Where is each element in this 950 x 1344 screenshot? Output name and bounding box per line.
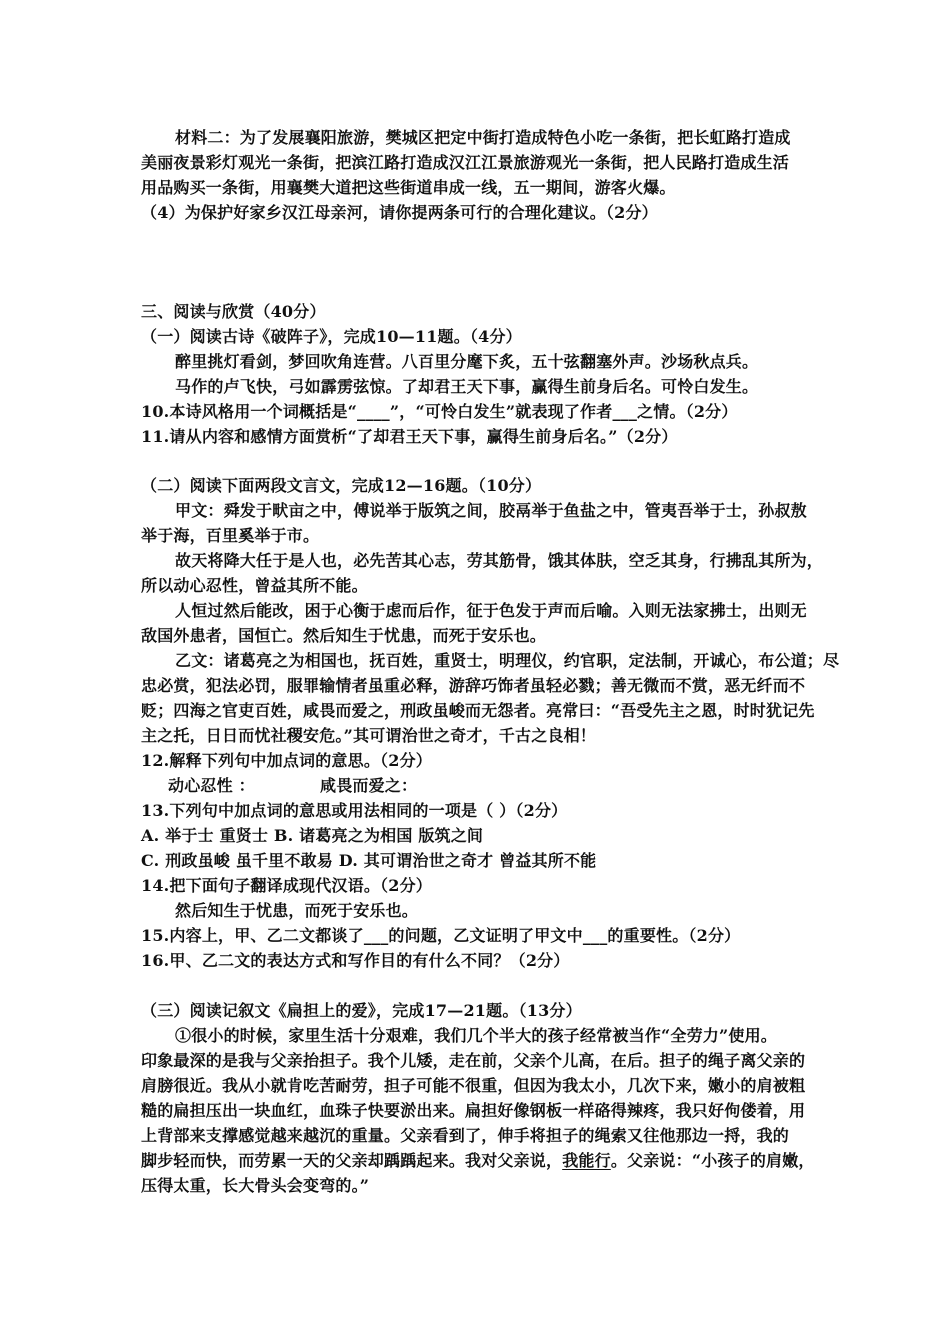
question-10: 10.本诗风格用一个词概括是“____”，“可怜白发生”就表现了作者___之情。（2分）: [141, 402, 738, 421]
yi-line-3: 贬；四海之官吏百姓，咸畏而爱之，刑政虽峻而无怨者。亮常曰：“吾受先主之恩，时时犹记先: [141, 701, 815, 720]
yi-line-4: 主之托，日日而忧社稷安危。”其可谓治世之奇才，千古之良相！: [141, 726, 597, 745]
yi-line-2: 忠必赏，犯法必罚，服罪输情者虽重必释，游辞巧饰者虽轻必戮；善无微而不赏，恶无纤而不: [141, 676, 806, 695]
story-line-2: 印象最深的是我与父亲抬担子。我个儿矮，走在前，父亲个儿高，在后。担子的绳子离父亲的: [141, 1051, 806, 1070]
jia-line-1: 甲文：舜发于畎亩之中，傅说举于版筑之间，胶鬲举于鱼盐之中，管夷吾举于士，孙叔敖: [175, 501, 807, 520]
section-3-title: 三、阅读与欣赏（40分）: [141, 302, 326, 321]
question-13: 13.下列句中加点词的意思或用法相同的一项是（ ）（2分）: [141, 801, 568, 820]
jia-line-6: 敌国外患者，国恒亡。然后知生于忧患，而死于安乐也。: [141, 626, 547, 645]
part-3-title: （三）阅读记叙文《扁担上的爱》，完成17—21题。（13分）: [141, 1001, 582, 1020]
question-12: 12.解释下列句中加点词的意思。（2分）: [141, 751, 432, 770]
question-14: 14.把下面句子翻译成现代汉语。（2分）: [141, 876, 432, 895]
story-line-1: ①很小的时候，家里生活十分艰难，我们几个半大的孩子经常被当作“全劳力”使用。: [175, 1026, 778, 1045]
question-12-item-a: 动心忍性 ：: [168, 776, 255, 795]
material2-line-3: 用品购买一条街，用襄樊大道把这些街道串成一线，五一期间，游客火爆。: [141, 178, 676, 197]
part-1-title: （一）阅读古诗《破阵子》，完成10—11题。（4分）: [141, 327, 522, 346]
question-16: 16.甲、乙二文的表达方式和写作目的有什么不同？（2分）: [141, 951, 570, 970]
question-14-sentence: 然后知生于忧患，而死于安乐也。: [175, 901, 419, 920]
story-line-5: 上背部来支撑感觉越来越沉的重量。父亲看到了，伸手将担子的绳索又往他那边一捋，我的: [141, 1126, 790, 1145]
material2-line-1: 材料二：为了发展襄阳旅游，樊城区把定中街打造成特色小吃一条街，把长虹路打造成: [175, 128, 791, 147]
underlined-phrase: 我能行: [562, 1151, 611, 1170]
yi-line-1: 乙文：诸葛亮之为相国也，抚百姓，重贤士，明理仪，约官职，定法制，开诚心，布公道；尽: [175, 651, 840, 670]
jia-line-4: 所以动心忍性，曾益其所不能。: [141, 576, 368, 595]
jia-line-3: 故天将降大任于是人也，必先苦其心志，劳其筋骨，饿其体肤，空乏其身，行拂乱其所为，: [175, 551, 824, 570]
story-line-6-end: 。父亲说：“小孩子的肩嫩，: [610, 1151, 815, 1170]
jia-line-5: 人恒过然后能改，困于心衡于虑而后作，征于色发于声而后喻。入则无法家拂士，出则无: [175, 601, 807, 620]
story-line-4: 糙的扁担压出一块血红，血珠子快要淤出来。扁担好像钢板一样硌得辣疼，我只好佝偻着，用: [141, 1101, 806, 1120]
jia-line-2: 举于海，百里奚举于市。: [141, 526, 320, 545]
question-11: 11.请从内容和感情方面赏析“了却君王天下事，赢得生前身后名。”（2分）: [141, 427, 678, 446]
question-4: （4）为保护好家乡汉江母亲河，请你提两条可行的合理化建议。（2分）: [141, 203, 658, 222]
story-line-7: 压得太重，长大骨头会变弯的。”: [141, 1176, 370, 1195]
poem-line-2: 马作的卢飞快，弓如霹雳弦惊。了却君王天下事，赢得生前身后名。可怜白发生。: [175, 377, 759, 396]
question-15: 15.内容上，甲、乙二文都谈了___的问题，乙文证明了甲文中___的重要性。（2分）: [141, 926, 741, 945]
story-line-6-start: 脚步轻而快，而劳累一天的父亲却踽踽起来。我对父亲说，: [141, 1151, 563, 1170]
material2-line-2: 美丽夜景彩灯观光一条街，把滨江路打造成汉江江景旅游观光一条街，把人民路打造成生活: [141, 153, 790, 172]
part-2-title: （二）阅读下面两段文言文，完成12—16题。（10分）: [141, 476, 542, 495]
story-line-6: [141, 1151, 821, 1171]
poem-line-1: 醉里挑灯看剑，梦回吹角连营。八百里分麾下炙，五十弦翻塞外声。沙场秋点兵。: [175, 352, 759, 371]
question-13-options-cd: C. 刑政虽峻 虽千里不敢易 D. 其可谓治世之奇才 曾益其所不能: [141, 851, 597, 870]
question-12-item-b: 咸畏而爱之：: [320, 776, 418, 795]
story-line-3: 肩膀很近。我从小就肯吃苦耐劳，担子可能不很重，但因为我太小，几次下来，嫩小的肩被粗: [141, 1076, 806, 1095]
question-13-options-ab: A. 举于士 重贤士 B. 诸葛亮之为相国 版筑之间: [141, 826, 484, 845]
